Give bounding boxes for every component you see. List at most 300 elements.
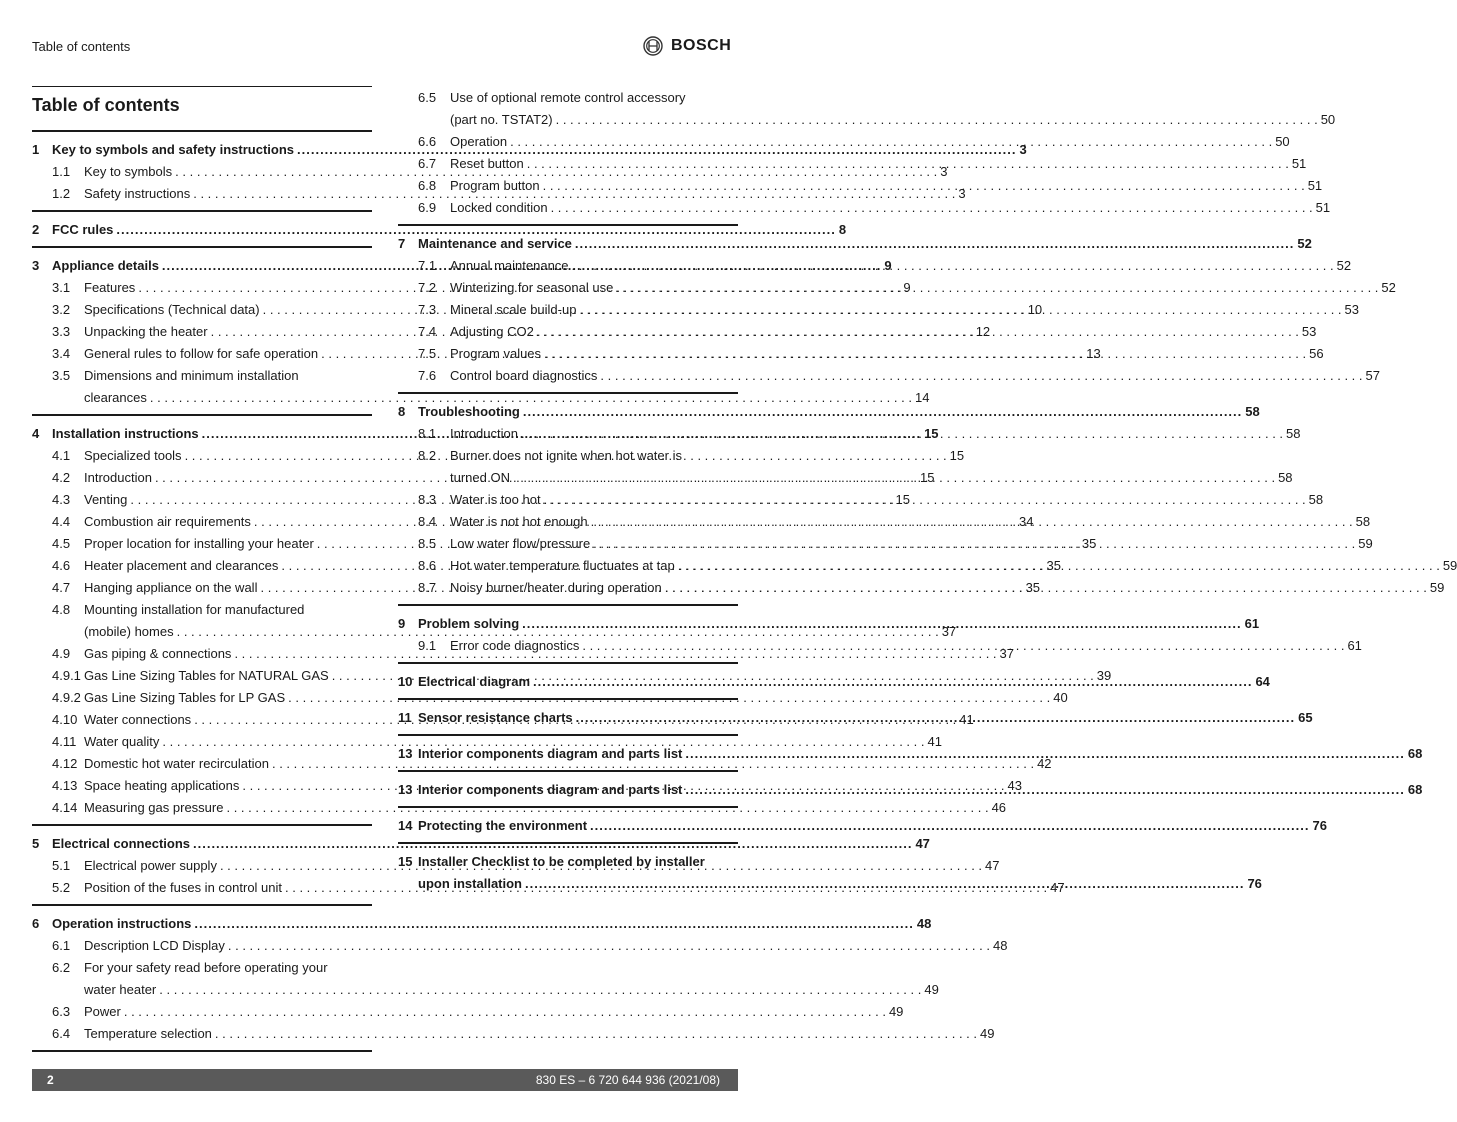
subsection-page: 59 [1429, 580, 1445, 595]
subsection-body [450, 555, 1457, 577]
subsection-text: General rules to follow for safe operation [84, 346, 319, 361]
subsection-page: 52 [1381, 280, 1396, 295]
subsection-text: Position of the fuses in control unit [84, 880, 283, 895]
subsection-entry [450, 577, 1444, 599]
top-rule [32, 86, 372, 87]
dot-leader [575, 233, 1294, 255]
subsection-entry [450, 299, 1359, 321]
dot-leader [685, 779, 1404, 801]
chapter-number: 7 [398, 236, 406, 251]
subsection-page: 51 [1291, 156, 1307, 171]
chapter-number: 10 [398, 674, 413, 689]
subsection-number: 8.7 [418, 580, 437, 595]
subsection-number: 6.7 [418, 156, 437, 171]
subsection-body [450, 445, 1293, 489]
subsection-line: Mounting installation for manufactured [84, 602, 305, 617]
subsection-text: Hot water temperature fluctuates at tap [450, 558, 675, 573]
subsection-number: 1.1 [52, 164, 71, 179]
chapter-text: Appliance details [52, 258, 159, 273]
subsection-entry [84, 979, 939, 1001]
dot-leader [544, 343, 1306, 365]
chapter-number: 3 [32, 258, 40, 273]
subsection-page: 40 [1053, 690, 1068, 705]
chapter-page: 3 [1019, 142, 1027, 157]
subsection-text: Locked condition [450, 200, 548, 215]
chapter-text: FCC rules [52, 222, 114, 237]
chapter-text: Troubleshooting [418, 404, 520, 419]
dot-leader [523, 401, 1242, 423]
chapter-entry [418, 671, 1270, 693]
dot-leader [228, 935, 990, 957]
subsection-body [450, 175, 1322, 197]
subsection-number: 3.4 [52, 346, 71, 361]
toc-subsection [32, 797, 1007, 819]
subsection-number: 9.1 [418, 638, 437, 653]
toc-subsection [398, 153, 1307, 175]
subsection-number: 6.6 [418, 134, 437, 149]
dot-leader [685, 743, 1404, 765]
subsection-number: 4.10 [52, 712, 78, 727]
chapter-text: Operation instructions [52, 916, 192, 931]
subsection-page: 56 [1309, 346, 1324, 361]
subsection-entry [450, 197, 1330, 219]
dot-leader [510, 131, 1272, 153]
subsection-number: 4.5 [52, 536, 71, 551]
subsection-number: 3.1 [52, 280, 71, 295]
subsection-number: 4.9.2 [52, 690, 81, 705]
subsection-number: 4.6 [52, 558, 71, 573]
subsection-entry [450, 555, 1457, 577]
chapter-text: Electrical diagram [418, 674, 530, 689]
subsection-number: 7.5 [418, 346, 437, 361]
subsection-page: 10 [1027, 302, 1043, 317]
subsection-text: Introduction [84, 470, 152, 485]
subsection-page: 59 [1358, 536, 1373, 551]
chapter-number: 11 [398, 710, 412, 725]
subsection-text: Water quality [84, 734, 160, 749]
subsection-text: clearances [84, 390, 147, 405]
subsection-text: Noisy burner/heater during operation [450, 580, 662, 595]
subsection-entry [450, 153, 1306, 175]
subsection-line: Burner does not ignite when hot water is [450, 448, 682, 463]
chapter-page: 65 [1298, 710, 1313, 725]
subsection-entry [450, 489, 1323, 511]
toc-subsection [32, 1023, 995, 1045]
subsection-number: 7.1 [418, 258, 437, 273]
subsection-text: Hanging appliance on the wall [84, 580, 258, 595]
dot-leader [678, 555, 1440, 577]
subsection-page: 50 [1320, 112, 1336, 127]
toc-title: Table of contents [32, 95, 180, 115]
subsection-page: 15 [895, 492, 910, 507]
chapter-entry [418, 233, 1312, 255]
toc-subsection [32, 935, 1008, 957]
toc-section [398, 80, 1336, 226]
subsection-entry [84, 1001, 903, 1023]
subsection-page: 47 [985, 858, 1000, 873]
toc-subsection [398, 175, 1323, 197]
subsection-body [450, 255, 1351, 277]
dot-leader [527, 153, 1289, 175]
chapter-number: 6 [32, 916, 40, 931]
brand-name: BOSCH [671, 37, 732, 54]
subsection-text: Measuring gas pressure [84, 800, 224, 815]
subsection-entry [450, 511, 1370, 533]
subsection-page: 34 [1019, 514, 1034, 529]
subsection-number: 6.4 [52, 1026, 71, 1041]
chapter-number: 9 [398, 616, 406, 631]
chapter-page: 58 [1245, 404, 1260, 419]
subsection-number: 6.1 [52, 938, 71, 953]
document-id: 830 ES – 6 720 644 936 (2021/08) [535, 1073, 720, 1087]
subsection-text: Gas piping & connections [84, 646, 232, 661]
chapter-number: 13 [398, 782, 413, 797]
chapter-page: 52 [1297, 236, 1312, 251]
subsection-body [84, 1001, 903, 1023]
chapter-text: upon installation [418, 876, 522, 891]
subsection-body [450, 343, 1324, 365]
subsection-text: Gas Line Sizing Tables for LP GAS [84, 690, 286, 705]
subsection-body [450, 511, 1370, 533]
subsection-number: 4.1 [52, 448, 71, 463]
subsection-text: Space heating applications [84, 778, 240, 793]
dot-leader [593, 533, 1355, 555]
subsection-body [450, 423, 1301, 445]
dot-leader [533, 671, 1252, 693]
dot-leader [543, 175, 1305, 197]
subsection-text: Program button [450, 178, 540, 193]
toc-subsection [32, 731, 942, 753]
subsection-number: 4.9.1 [52, 668, 81, 683]
chapter-page: 76 [1312, 818, 1327, 833]
subsection-line: Dimensions and minimum installation [84, 368, 299, 383]
toc-subsection [398, 87, 1336, 131]
chapter-entry [418, 779, 1422, 801]
dot-leader [544, 489, 1306, 511]
subsection-text: Program values [450, 346, 542, 361]
subsection-text: (mobile) homes [84, 624, 174, 639]
chapter-page: 64 [1255, 674, 1270, 689]
subsection-number: 3.2 [52, 302, 71, 317]
subsection-text: turned ON [450, 470, 510, 485]
chapter-body [418, 851, 1262, 895]
dot-leader [579, 299, 1341, 321]
toc-section [32, 906, 1008, 1052]
subsection-body [450, 489, 1323, 511]
subsection-number: 6.5 [418, 90, 437, 105]
subsection-body [450, 153, 1306, 175]
subsection-text: Combustion air requirements [84, 514, 251, 529]
subsection-page: 58 [1308, 492, 1324, 507]
subsection-page: 41 [959, 712, 974, 727]
subsection-number: 6.9 [418, 200, 437, 215]
subsection-number: 8.6 [418, 558, 437, 573]
chapter-number: 15 [398, 854, 413, 869]
subsection-page: 49 [924, 982, 939, 997]
dot-leader [551, 197, 1313, 219]
subsection-entry [450, 343, 1324, 365]
subsection-text: Specialized tools [84, 448, 182, 463]
subsection-page: 49 [888, 1004, 904, 1019]
subsection-body [84, 935, 1007, 957]
subsection-page: 48 [992, 938, 1008, 953]
dot-leader [521, 423, 1283, 445]
subsection-text: Gas Line Sizing Tables for NATURAL GAS [84, 668, 329, 683]
subsection-page: 53 [1301, 324, 1317, 339]
subsection-text: Electrical power supply [84, 858, 217, 873]
chapter-entry [418, 815, 1327, 837]
subsection-page: 3 [958, 186, 966, 201]
subsection-text: Unpacking the heater [84, 324, 208, 339]
subsection-text: Temperature selection [84, 1026, 212, 1041]
subsection-text: Winterizing for seasonal use [450, 280, 614, 295]
subsection-entry [84, 935, 1007, 957]
chapter-number: 2 [32, 222, 40, 237]
toc-subsection [32, 1001, 904, 1023]
subsection-text: Safety instructions [84, 186, 191, 201]
subsection-entry [450, 365, 1380, 387]
subsection-text: (part no. TSTAT2) [450, 112, 553, 127]
subsection-body [450, 533, 1373, 555]
chapter-text: Problem solving [418, 616, 520, 631]
subsection-page: 9 [903, 280, 911, 295]
toc-chapter [398, 815, 1327, 837]
subsection-text: Control board diagnostics [450, 368, 598, 383]
subsection-text: Venting [84, 492, 128, 507]
subsection-text: Description LCD Display [84, 938, 225, 953]
dot-leader [572, 255, 1334, 277]
subsection-body [450, 577, 1444, 599]
dot-leader [124, 1001, 886, 1023]
subsection-entry [450, 423, 1301, 445]
chapter-page: 8 [838, 222, 847, 237]
subsection-body [450, 635, 1362, 657]
subsection-text: Water is not hot enough [450, 514, 588, 529]
subsection-page: 58 [1278, 470, 1293, 485]
chapter-text: Interior components diagram and parts list [418, 782, 683, 797]
chapter-page: 9 [884, 258, 892, 273]
subsection-number: 4.12 [52, 756, 78, 771]
subsection-entry [450, 533, 1373, 555]
chapter-entry [418, 707, 1313, 729]
dot-leader [159, 979, 921, 1001]
toc-subsection [398, 131, 1290, 153]
subsection-page: 53 [1344, 302, 1360, 317]
subsection-text: Power [84, 1004, 121, 1019]
subsection-number: 4.7 [52, 580, 71, 595]
subsection-page: 58 [1286, 426, 1301, 441]
chapter-number: 14 [398, 818, 413, 833]
subsection-body [450, 131, 1290, 153]
subsection-page: 35 [1081, 536, 1097, 551]
subsection-number: 4.9 [52, 646, 71, 661]
subsection-text: Adjusting CO2 [450, 324, 534, 339]
subsection-body [450, 321, 1316, 343]
running-header-title: Table of contents [32, 39, 131, 54]
subsection-text: Water connections [84, 712, 192, 727]
subsection-page: 13 [1086, 346, 1101, 361]
subsection-page: 15 [949, 448, 965, 463]
subsection-page: 50 [1275, 134, 1290, 149]
subsection-page: 15 [920, 470, 935, 485]
chapter-text: Maintenance and service [418, 236, 572, 251]
subsection-number: 7.2 [418, 280, 437, 295]
subsection-line: For your safety read before operating your [84, 960, 328, 975]
subsection-entry [450, 277, 1396, 299]
subsection-page: 35 [1025, 580, 1041, 595]
subsection-number: 3.3 [52, 324, 71, 339]
toc-subsection [398, 197, 1331, 219]
toc-chapter [398, 233, 1312, 255]
subsection-number: 7.3 [418, 302, 437, 317]
subsection-body [450, 299, 1359, 321]
subsection-text: Error code diagnostics [450, 638, 580, 653]
subsection-body [450, 277, 1396, 299]
dot-leader [582, 635, 1344, 657]
chapter-entry [418, 873, 1262, 895]
subsection-number: 4.14 [52, 800, 78, 815]
subsection-page: 59 [1442, 558, 1457, 573]
subsection-text: Heater placement and clearances [84, 558, 279, 573]
subsection-page: 46 [991, 800, 1007, 815]
subsection-text: Operation [450, 134, 508, 149]
subsection-number: 6.8 [418, 178, 437, 193]
toc-chapter [32, 219, 847, 241]
subsection-entry [450, 255, 1351, 277]
chapter-number: 1 [32, 142, 40, 157]
subsection-page: 58 [1355, 514, 1371, 529]
subsection-text: Introduction [450, 426, 518, 441]
dot-leader [537, 321, 1299, 343]
chapter-entry [418, 613, 1259, 635]
chapter-number: 13 [398, 746, 413, 761]
subsection-body [450, 87, 1335, 131]
subsection-number: 8.3 [418, 492, 437, 507]
subsection-entry [450, 467, 1293, 489]
page-number: 2 [47, 1073, 54, 1087]
chapter-text: Installation instructions [52, 426, 199, 441]
dot-leader [616, 277, 1378, 299]
chapter-text: Interior components diagram and parts list [418, 746, 683, 761]
chapter-number: 4 [32, 426, 40, 441]
subsection-page: 35 [1046, 558, 1061, 573]
dot-leader [522, 613, 1241, 635]
subsection-number: 4.8 [52, 602, 71, 617]
chapter-entry [52, 913, 931, 935]
subsection-number: 5.1 [52, 858, 71, 873]
dot-leader [665, 577, 1427, 599]
subsection-number: 8.2 [418, 448, 437, 463]
toc-chapter [32, 913, 932, 935]
chapter-page: 76 [1247, 876, 1262, 891]
subsection-number: 7.6 [418, 368, 437, 383]
chapter-text: Sensor resistance charts [418, 710, 573, 725]
subsection-text: Specifications (Technical data) [84, 302, 260, 317]
subsection-number: 1.2 [52, 186, 71, 201]
subsection-body [450, 197, 1330, 219]
dot-leader [576, 707, 1295, 729]
chapter-entry [418, 401, 1260, 423]
chapter-entry [418, 743, 1422, 765]
subsection-body [84, 957, 939, 1001]
toc-chapter [398, 401, 1260, 423]
subsection-line: Use of optional remote control accessory [450, 90, 686, 105]
subsection-number: 8.4 [418, 514, 437, 529]
subsection-body [450, 365, 1380, 387]
subsection-page: 12 [975, 324, 991, 339]
chapter-number: 5 [32, 836, 40, 851]
toc-chapter [32, 833, 930, 855]
subsection-page: 49 [980, 1026, 995, 1041]
subsection-entry [450, 175, 1322, 197]
subsection-entry [450, 109, 1335, 131]
dot-leader [194, 913, 913, 935]
dot-leader [215, 1023, 977, 1045]
subsection-page: 61 [1347, 638, 1362, 653]
subsection-page: 51 [1307, 178, 1323, 193]
dot-leader [600, 365, 1362, 387]
subsection-body [84, 1023, 994, 1045]
subsection-number: 5.2 [52, 880, 71, 895]
chapter-page: 48 [916, 916, 932, 931]
chapter-page: 47 [915, 836, 930, 851]
dot-leader [556, 109, 1318, 131]
subsection-page: 37 [941, 624, 957, 639]
subsection-entry [450, 321, 1316, 343]
subsection-page: 37 [999, 646, 1014, 661]
chapter-number: 8 [398, 404, 406, 419]
chapter-page: 15 [924, 426, 939, 441]
chapter-text: Key to symbols and safety instructions [52, 142, 295, 157]
dot-leader [525, 873, 1244, 895]
chapter-page: 68 [1407, 782, 1423, 797]
chapter-text: Electrical connections [52, 836, 190, 851]
subsection-entry [450, 131, 1290, 153]
subsection-page: 42 [1037, 756, 1052, 771]
chapter-title-line: Installer Checklist to be completed by installer [418, 854, 705, 869]
subsection-number: 6.2 [52, 960, 71, 975]
subsection-text: Key to symbols [84, 164, 173, 179]
chapter-text: Protecting the environment [418, 818, 588, 833]
subsection-number: 4.2 [52, 470, 71, 485]
subsection-text: Mineral scale build-up [450, 302, 577, 317]
bosch-armature-icon [643, 36, 663, 56]
toc-subsection [32, 957, 939, 1001]
subsection-number: 8.1 [418, 426, 437, 441]
subsection-number: 8.5 [418, 536, 437, 551]
subsection-page: 14 [914, 390, 930, 405]
subsection-number: 4.3 [52, 492, 71, 507]
subsection-page: 52 [1336, 258, 1352, 273]
subsection-page: 43 [1007, 778, 1022, 793]
dot-leader [591, 511, 1353, 533]
subsection-number: 4.11 [52, 734, 77, 749]
subsection-number: 3.5 [52, 368, 71, 383]
toc-subsection [398, 365, 1380, 387]
chapter-page: 61 [1244, 616, 1260, 631]
toc-subsection [398, 255, 1352, 277]
subsection-page: 51 [1315, 200, 1331, 215]
subsection-entry [450, 635, 1362, 657]
subsection-page: 47 [1050, 880, 1065, 895]
subsection-page: 3 [940, 164, 948, 179]
subsection-number: 7.4 [418, 324, 437, 339]
subsection-page: 41 [927, 734, 942, 749]
subsection-number: 4.4 [52, 514, 71, 529]
subsection-entry [84, 1023, 994, 1045]
brand-logo [643, 36, 731, 56]
toc-subsection [32, 687, 1068, 709]
